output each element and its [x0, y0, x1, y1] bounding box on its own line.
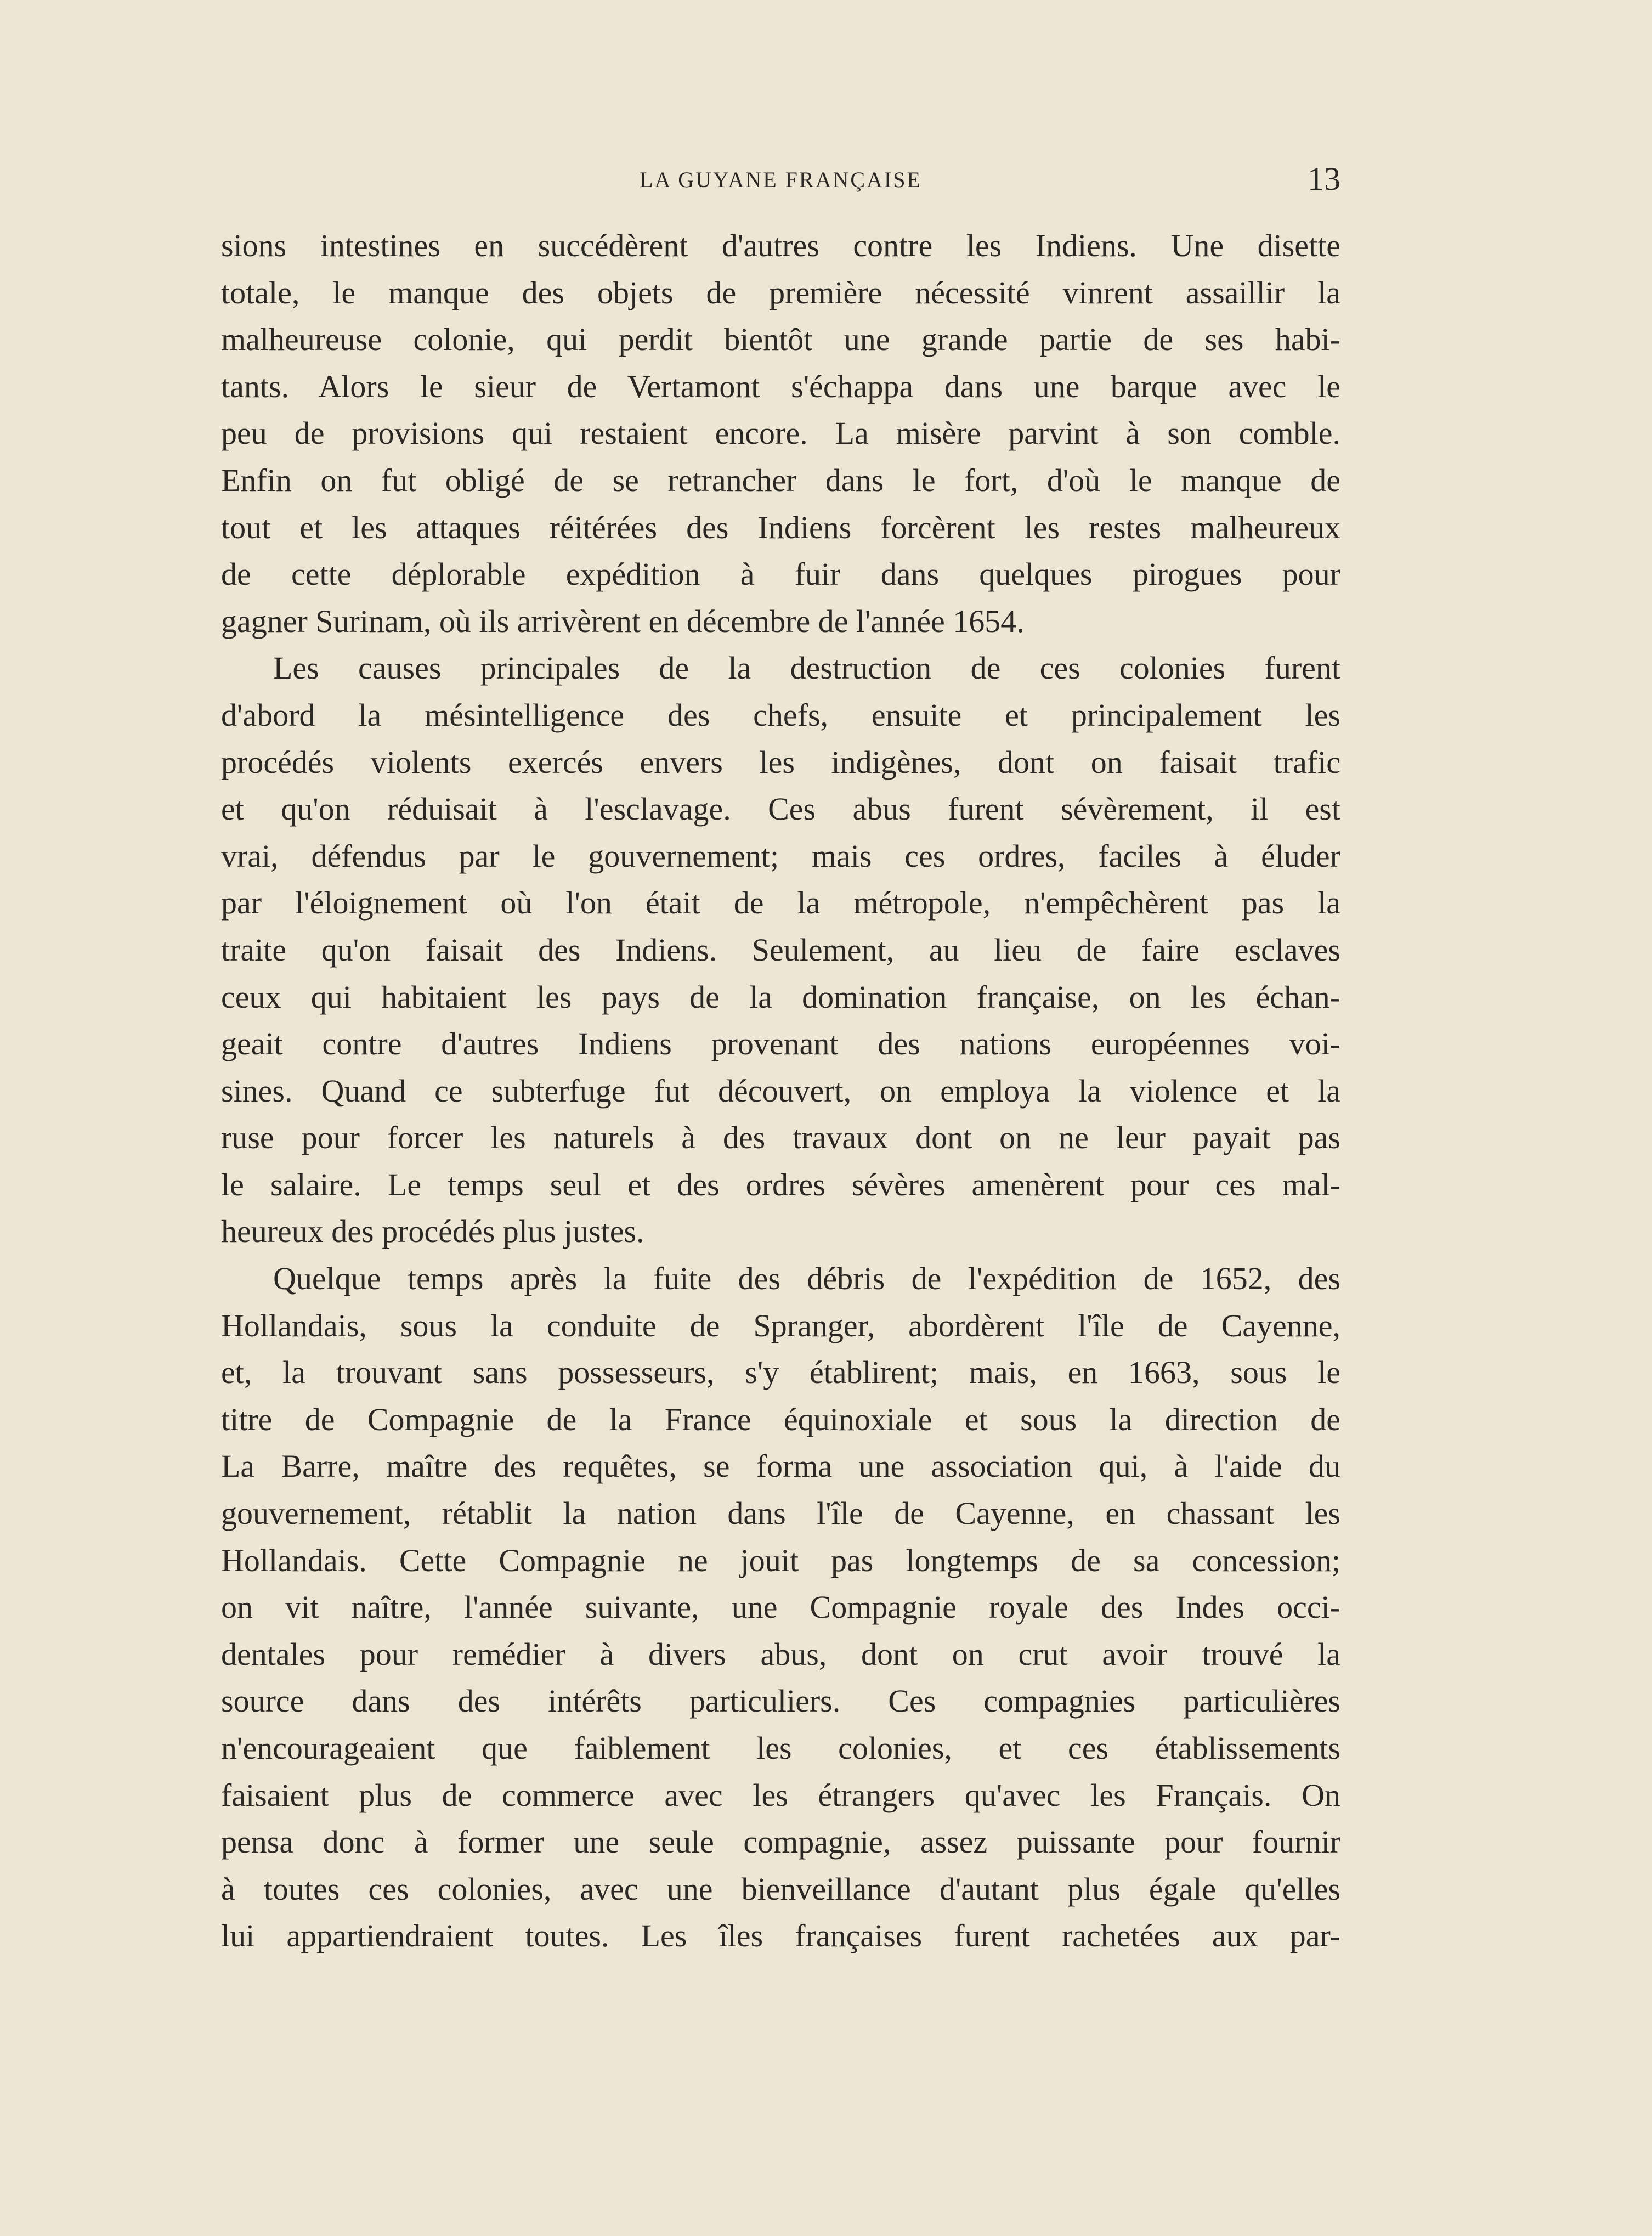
text-line: Les causes principales de la destruction de ces colonies furent: [273, 650, 1340, 686]
text-line: dentales pour remédier à divers abus, dont on crut avoir trouvé la: [221, 1636, 1340, 1672]
text-line: Hollandais. Cette Compagnie ne jouit pas longtemps de sa concession;: [221, 1542, 1340, 1578]
text-line: ruse pour forcer les naturels à des travaux dont on ne leur payait pas: [221, 1120, 1340, 1156]
text-line: gouvernement, rétablit la nation dans l'île de Cayenne, en chassant les: [221, 1495, 1340, 1532]
text-line: Quelque temps après la fuite des débris de l'expédition de 1652, des: [273, 1261, 1340, 1297]
text-line: faisaient plus de commerce avec les étrangers qu'avec les Français. On: [221, 1777, 1340, 1813]
text-line: procédés violents exercés envers les indigènes, dont on faisait trafic: [221, 744, 1340, 780]
text-line: titre de Compagnie de la France équinoxiale et sous la direction de: [221, 1401, 1340, 1437]
text-line: lui appartiendraient toutes. Les îles françaises furent rachetées aux par-: [221, 1918, 1340, 1954]
text-line: par l'éloignement où l'on était de la métropole, n'empêchèrent pas la: [221, 885, 1340, 921]
text-line: La Barre, maître des requêtes, se forma une association qui, à l'aide du: [221, 1448, 1340, 1484]
text-line: on vit naître, l'année suivante, une Compagnie royale des Indes occi-: [221, 1589, 1340, 1625]
page-header: [221, 160, 1340, 199]
text-line: peu de provisions qui restaient encore. La misère parvint à son comble.: [221, 415, 1340, 451]
text-line: n'encourageaient que faiblement les colonies, et ces établissements: [221, 1730, 1340, 1766]
text-line: Hollandais, sous la conduite de Spranger, abordèrent l'île de Cayenne,: [221, 1307, 1340, 1343]
text-line: de cette déplorable expédition à fuir dans quelques pirogues pour: [221, 556, 1340, 592]
text-line: et, la trouvant sans possesseurs, s'y établirent; mais, en 1663, sous le: [221, 1354, 1340, 1391]
text-line: heureux des procédés plus justes.: [221, 1213, 644, 1250]
text-line: à toutes ces colonies, avec une bienveillance d'autant plus égale qu'elles: [221, 1871, 1340, 1907]
text-line: gagner Surinam, où ils arrivèrent en décembre de l'année 1654.: [221, 603, 1025, 639]
text-line: sines. Quand ce subterfuge fut découvert, on employa la violence et la: [221, 1072, 1340, 1109]
text-line: source dans des intérêts particuliers. Ces compagnies particulières: [221, 1683, 1340, 1719]
text-line: le salaire. Le temps seul et des ordres sévères amenèrent pour ces mal-: [221, 1166, 1340, 1202]
text-line: ceux qui habitaient les pays de la domination française, on les échan-: [221, 979, 1340, 1015]
text-line: malheureuse colonie, qui perdit bientôt une grande partie de ses habi-: [221, 321, 1340, 358]
text-line: tout et les attaques réitérées des Indiens forcèrent les restes malheureux: [221, 509, 1340, 545]
text-line: sions intestines en succédèrent d'autres contre les Indiens. Une disette: [221, 228, 1340, 263]
text-line: geait contre d'autres Indiens provenant des nations européennes voi-: [221, 1026, 1340, 1062]
text-line: vrai, défendus par le gouvernement; mais ces ordres, faciles à éluder: [221, 838, 1340, 874]
body-text: [221, 222, 1340, 1960]
text-line: totale, le manque des objets de première nécessité vinrent assaillir la: [221, 274, 1340, 310]
text-line: tants. Alors le sieur de Vertamont s'échappa dans une barque avec le: [221, 368, 1340, 404]
text-line: Enfin on fut obligé de se retrancher dans le fort, d'où le manque de: [221, 462, 1340, 498]
page-number: 13: [1308, 161, 1340, 197]
running-title: LA GUYANE FRANÇAISE: [640, 167, 922, 192]
text-line: pensa donc à former une seule compagnie, assez puissante pour fournir: [221, 1824, 1340, 1860]
text-line: traite qu'on faisait des Indiens. Seulement, au lieu de faire esclaves: [221, 931, 1340, 968]
text-line: et qu'on réduisait à l'esclavage. Ces abus furent sévèrement, il est: [221, 791, 1340, 827]
text-line: d'abord la mésintelligence des chefs, ensuite et principalement les: [221, 697, 1340, 733]
